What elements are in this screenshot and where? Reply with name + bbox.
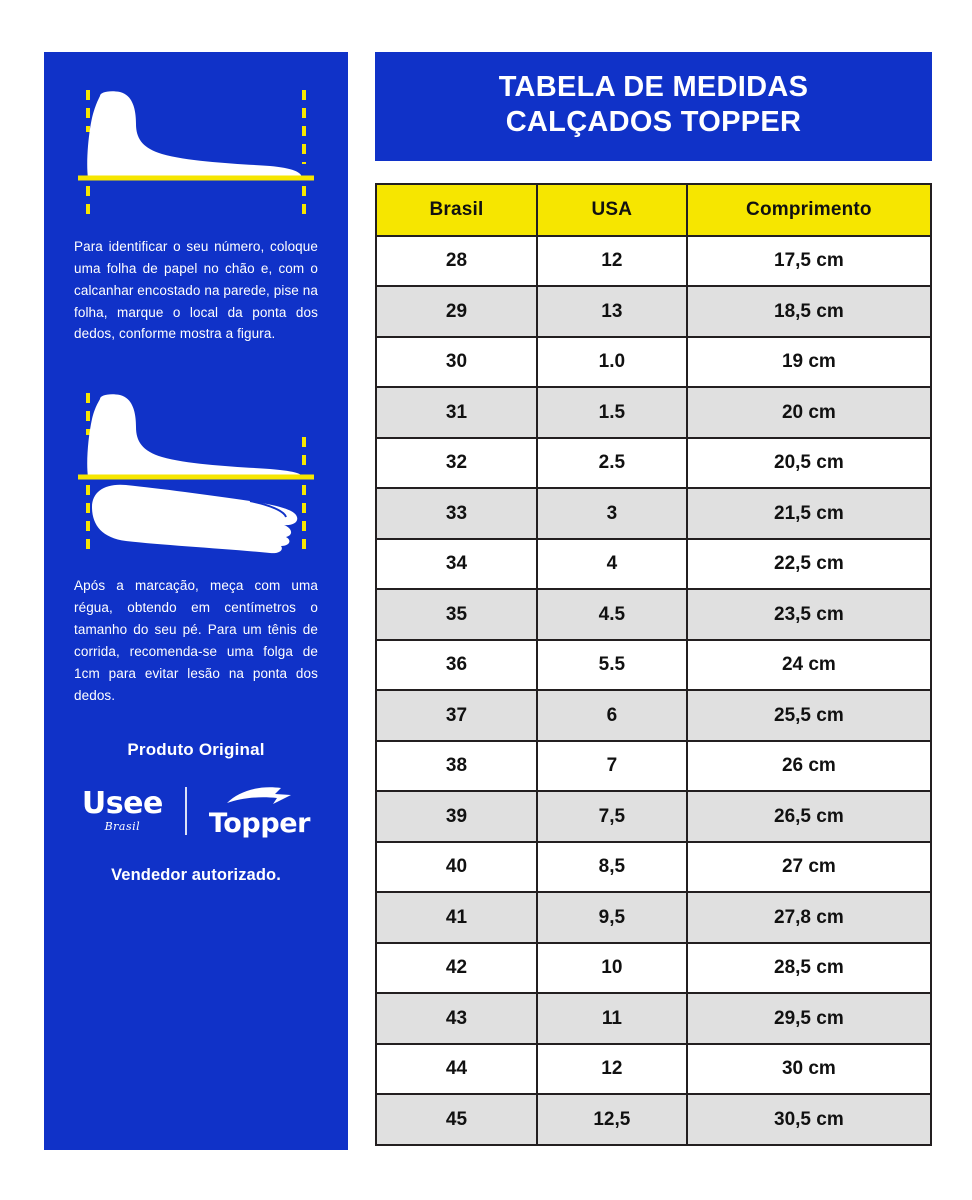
page-title-line-2: CALÇADOS TOPPER <box>505 106 802 139</box>
table-cell: 13 <box>537 286 687 337</box>
table-row <box>376 387 931 438</box>
foot-side-and-top-view-icon <box>70 389 322 559</box>
table-cell: 38 <box>376 741 537 792</box>
table-cell: 1.5 <box>537 387 687 438</box>
usee-brasil-subtext: Brasil <box>104 820 141 834</box>
topper-swoosh-icon <box>225 785 293 807</box>
table-row <box>376 236 931 287</box>
table-cell: 25,5 cm <box>687 690 931 741</box>
table-row <box>376 1094 931 1145</box>
table-cell: 5.5 <box>537 640 687 691</box>
table-row <box>376 1044 931 1095</box>
table-cell: 34 <box>376 539 537 590</box>
table-cell: 11 <box>537 993 687 1044</box>
foot-side-view-icon <box>70 86 322 220</box>
table-cell: 17,5 cm <box>687 236 931 287</box>
table-cell: 28,5 cm <box>687 943 931 994</box>
table-cell: 35 <box>376 589 537 640</box>
table-cell: 41 <box>376 892 537 943</box>
table-row <box>376 286 931 337</box>
table-cell: 18,5 cm <box>687 286 931 337</box>
table-cell: 30 <box>376 337 537 388</box>
table-cell: 45 <box>376 1094 537 1145</box>
topper-wordmark: Topper <box>208 808 311 840</box>
usee-wordmark: Usee <box>81 786 163 822</box>
table-cell: 39 <box>376 791 537 842</box>
column-header-comprimento: Comprimento <box>687 184 931 236</box>
info-panel <box>44 52 348 1150</box>
topper-logo <box>187 785 311 840</box>
table-row <box>376 741 931 792</box>
table-cell: 28 <box>376 236 537 287</box>
table-cell: 6 <box>537 690 687 741</box>
table-cell: 4 <box>537 539 687 590</box>
table-row <box>376 842 931 893</box>
brand-row <box>82 782 310 840</box>
table-cell: 9,5 <box>537 892 687 943</box>
table-cell: 12 <box>537 1044 687 1095</box>
table-cell: 7 <box>537 741 687 792</box>
table-cell: 4.5 <box>537 589 687 640</box>
table-cell: 33 <box>376 488 537 539</box>
table-cell: 27 cm <box>687 842 931 893</box>
table-cell: 36 <box>376 640 537 691</box>
size-table <box>375 183 932 1146</box>
table-panel <box>375 52 932 1150</box>
table-row <box>376 589 931 640</box>
column-header-brasil: Brasil <box>376 184 537 236</box>
table-cell: 12,5 <box>537 1094 687 1145</box>
table-cell: 21,5 cm <box>687 488 931 539</box>
table-cell: 1.0 <box>537 337 687 388</box>
table-cell: 7,5 <box>537 791 687 842</box>
produto-original-label: Produto Original <box>127 740 265 760</box>
table-cell: 42 <box>376 943 537 994</box>
table-header-row <box>376 184 931 236</box>
instruction-text-1: Para identificar o seu número, coloque uma folha de papel no chão e, com o calcanhar encostado na parede, pise na folha, marque o local da ponta dos dedos, conforme mostra a figura. <box>74 239 318 342</box>
table-cell: 3 <box>537 488 687 539</box>
page-title-line-1: TABELA DE MEDIDAS <box>498 71 809 103</box>
table-cell: 26,5 cm <box>687 791 931 842</box>
table-cell: 31 <box>376 387 537 438</box>
table-cell: 30,5 cm <box>687 1094 931 1145</box>
table-row <box>376 943 931 994</box>
table-row <box>376 993 931 1044</box>
table-cell: 27,8 cm <box>687 892 931 943</box>
table-row <box>376 892 931 943</box>
column-header-usa: USA <box>537 184 687 236</box>
table-cell: 12 <box>537 236 687 287</box>
table-row <box>376 438 931 489</box>
table-cell: 10 <box>537 943 687 994</box>
table-cell: 30 cm <box>687 1044 931 1095</box>
instruction-text-2: Após a marcação, meça com uma régua, obtendo em centímetros o tamanho do seu pé. Para um tênis de corrida, recomenda-se uma folga de 1cm para evitar lesão na ponta dos dedos. <box>74 578 318 703</box>
table-cell: 20 cm <box>687 387 931 438</box>
table-cell: 37 <box>376 690 537 741</box>
table-cell: 24 cm <box>687 640 931 691</box>
vendedor-autorizado-label: Vendedor autorizado. <box>111 866 281 885</box>
table-cell: 23,5 cm <box>687 589 931 640</box>
table-cell: 32 <box>376 438 537 489</box>
table-cell: 8,5 <box>537 842 687 893</box>
table-row <box>376 791 931 842</box>
table-cell: 26 cm <box>687 741 931 792</box>
table-cell: 43 <box>376 993 537 1044</box>
page-title <box>375 52 932 161</box>
usee-brasil-logo <box>81 786 185 834</box>
table-row <box>376 690 931 741</box>
table-row <box>376 539 931 590</box>
table-cell: 29,5 cm <box>687 993 931 1044</box>
table-cell: 2.5 <box>537 438 687 489</box>
table-cell: 44 <box>376 1044 537 1095</box>
table-cell: 22,5 cm <box>687 539 931 590</box>
table-row <box>376 337 931 388</box>
table-row <box>376 640 931 691</box>
table-cell: 19 cm <box>687 337 931 388</box>
table-cell: 20,5 cm <box>687 438 931 489</box>
table-cell: 40 <box>376 842 537 893</box>
table-row <box>376 488 931 539</box>
table-cell: 29 <box>376 286 537 337</box>
brand-divider <box>185 787 187 835</box>
